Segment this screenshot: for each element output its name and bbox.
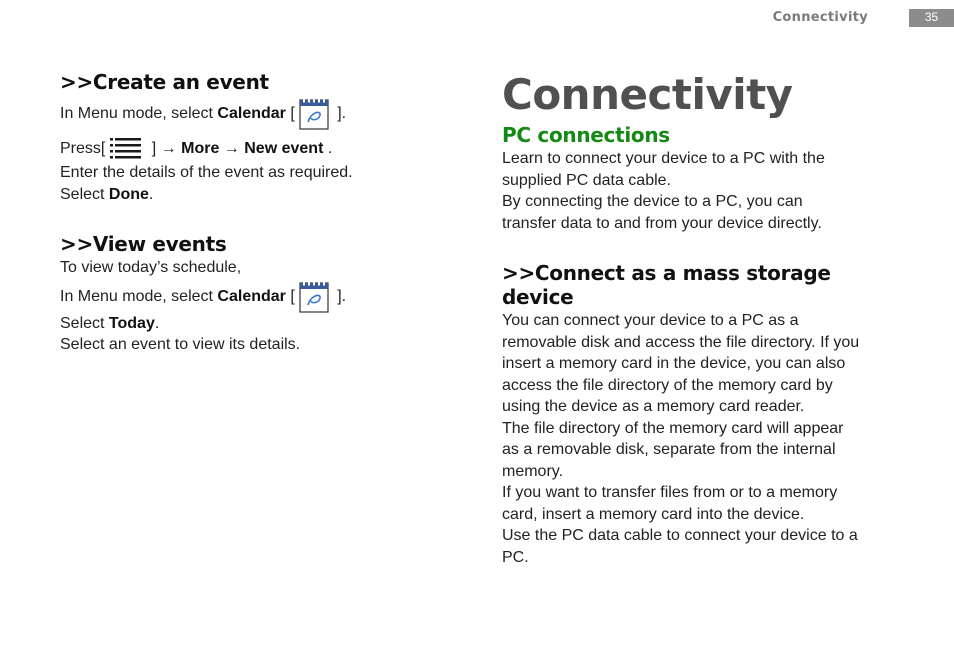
mass-text-line: The file directory of the memory card will appear xyxy=(502,419,844,437)
pc-connections-heading: PC connections xyxy=(502,123,670,147)
pc-text-line: By connecting the device to a PC, you can xyxy=(502,193,803,210)
page-number-badge: 35 xyxy=(909,9,954,27)
mass-text-line: memory. xyxy=(502,462,564,480)
mass-text-line: as a removable disk, separate from the internal xyxy=(502,441,836,458)
left-column xyxy=(60,70,460,356)
mass-storage-body xyxy=(502,310,902,568)
calendar-icon xyxy=(299,98,329,130)
view-events-heading: >>View events xyxy=(60,232,227,256)
menu-list-icon xyxy=(109,136,143,162)
view-step-3: Select Today. xyxy=(60,314,160,332)
calendar-icon xyxy=(299,281,329,313)
create-step-3: Enter the details of the event as required. xyxy=(60,164,353,181)
mass-text-line: using the device as a memory card reader. xyxy=(502,398,805,415)
mass-text-line: You can connect your device to a PC as a xyxy=(502,312,799,329)
mass-storage-heading: >>Connect as a mass storage device xyxy=(502,261,831,309)
running-header-title: Connectivity xyxy=(772,10,868,25)
mass-text-line: Use the PC data cable to connect your device to a xyxy=(502,527,858,544)
mass-text-line: access the file directory of the memory card by xyxy=(502,376,833,394)
view-step-1: To view today’s schedule, xyxy=(60,259,242,276)
view-step-2: In Menu mode, select Calendar [ ]. xyxy=(60,281,460,313)
mass-text-line: PC. xyxy=(502,548,529,566)
mass-text-line: card, insert a memory card into the device. xyxy=(502,505,805,523)
pc-text-line: Learn to connect your device to a PC with the xyxy=(502,150,825,167)
create-step-4: Select Done. xyxy=(60,185,154,203)
mass-text-line: If you want to transfer files from or to a memory xyxy=(502,484,838,501)
pc-text-line: supplied PC data cable. xyxy=(502,171,671,189)
create-step-2: Press[ ] → More → New event . xyxy=(60,136,460,162)
mass-text-line: insert a memory card in the device, you can also xyxy=(502,355,846,372)
mass-text-line: removable disk and access the file directory. If you xyxy=(502,333,860,351)
pc-text-line: transfer data to and from your device directly. xyxy=(502,214,822,232)
chapter-title: Connectivity xyxy=(502,70,793,119)
right-column xyxy=(502,70,902,568)
create-step-1: In Menu mode, select Calendar [ ]. xyxy=(60,98,460,130)
view-step-4: Select an event to view its details. xyxy=(60,336,301,353)
create-event-heading: >>Create an event xyxy=(60,70,269,94)
